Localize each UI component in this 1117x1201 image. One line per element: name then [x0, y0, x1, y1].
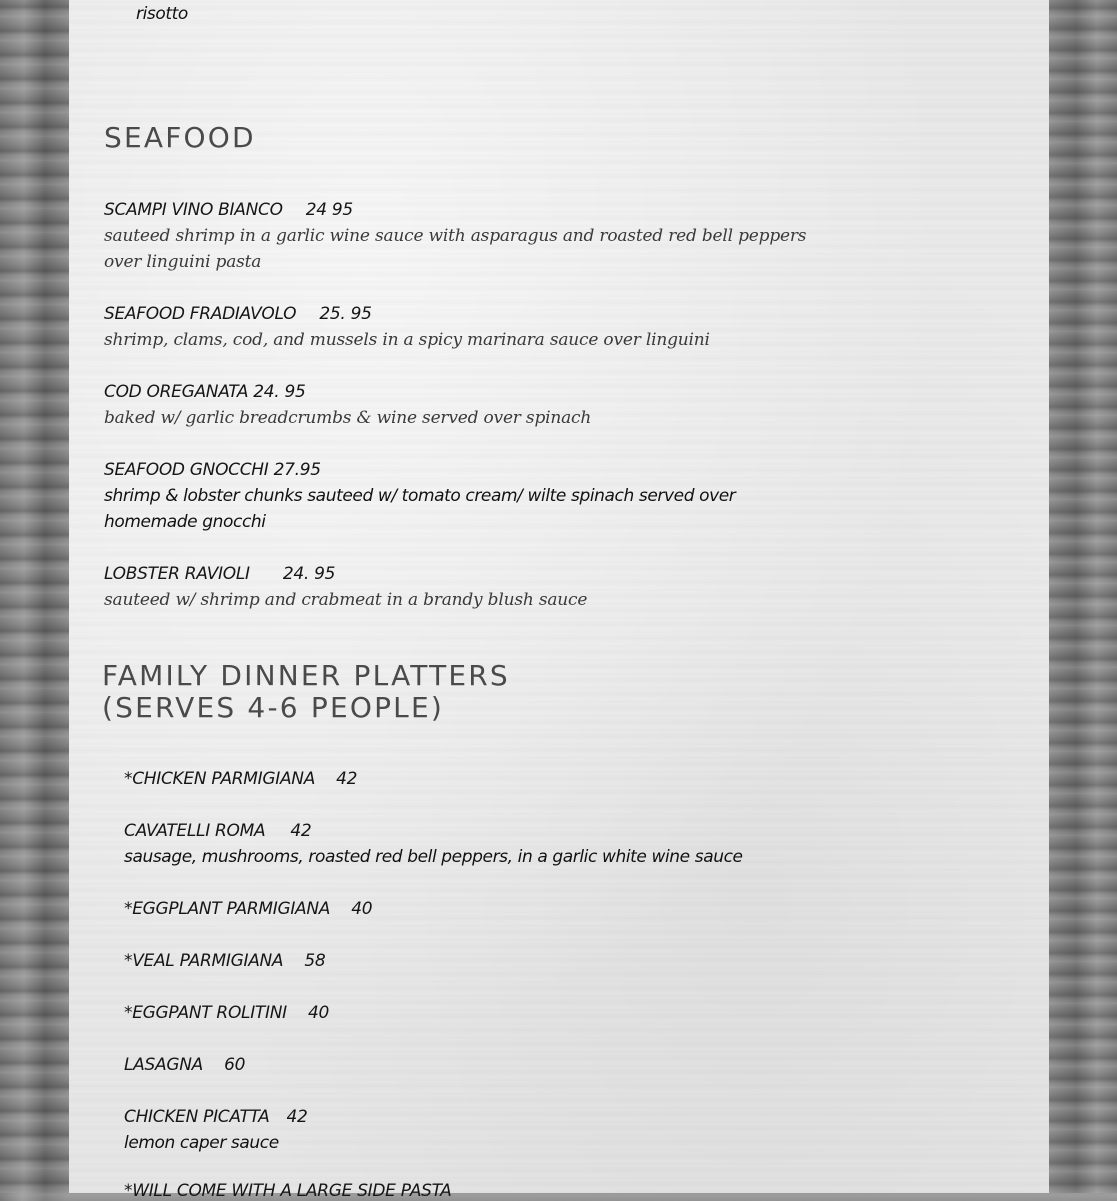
item-name-fradiavolo: SEAFOOD FRADIAVOLO	[104, 304, 297, 324]
menu-item-name	[104, 304, 372, 324]
menu-item-name	[104, 564, 335, 584]
wood-background-left	[0, 0, 69, 1193]
item-desc-fradiavolo: shrimp, clams, cod, and mussels in a spicy marinara sauce over linguini	[104, 330, 710, 350]
item-desc-chicken-picatta: lemon caper sauce	[124, 1133, 279, 1153]
item-price-chicken-parmigiana: 42	[336, 769, 358, 789]
item-price-cavatelli-roma: 42	[290, 821, 312, 841]
item-desc-seafood-gnocchi-line2: homemade gnocchi	[104, 512, 266, 532]
item-price-fradiavolo: 25. 95	[319, 304, 372, 324]
item-name-lasagna: LASAGNA	[124, 1055, 203, 1075]
item-desc-scampi-line1: sauteed shrimp in a garlic wine sauce with asparagus and roasted red bell peppers	[104, 226, 807, 246]
item-price-eggpant-rolitini: 40	[307, 1003, 329, 1023]
item-name-scampi: SCAMPI VINO BIANCO	[104, 200, 283, 220]
item-name-seafood-gnocchi: SEAFOOD GNOCCHI 27.95	[104, 460, 321, 480]
item-desc-cod-oreganata: baked w/ garlic breadcrumbs & wine served over spinach	[104, 408, 592, 428]
menu-item-name	[124, 1107, 308, 1127]
item-desc-seafood-gnocchi-line1: shrimp & lobster chunks sauteed w/ tomato cream/ wilte spinach served over	[104, 486, 736, 506]
menu-item-name	[124, 1055, 245, 1075]
item-name-cavatelli-roma: CAVATELLI ROMA	[124, 821, 266, 841]
item-name-eggpant-rolitini: *EGGPANT ROLITINI	[124, 1003, 287, 1023]
item-price-chicken-picatta: 42	[286, 1107, 308, 1127]
item-name-lobster-ravioli: LOBSTER RAVIOLI	[104, 564, 250, 584]
section-title-seafood: SEAFOOD	[104, 121, 256, 154]
menu-page	[69, 0, 1049, 1201]
family-footnote: *WILL COME WITH A LARGE SIDE PASTA	[124, 1181, 452, 1201]
section-title-family-line2: (SERVES 4-6 PEOPLE)	[102, 691, 444, 724]
item-price-lasagna: 60	[224, 1055, 246, 1075]
item-price-lobster-ravioli: 24. 95	[282, 564, 336, 584]
item-price-eggplant-parmigiana: 40	[351, 899, 373, 919]
menu-item-name	[124, 1003, 329, 1023]
item-name-cod-oreganata: COD OREGANATA 24. 95	[104, 382, 306, 402]
menu-item-name	[124, 899, 372, 919]
menu-item-name	[104, 200, 353, 220]
menu-item-name	[124, 821, 311, 841]
item-desc-scampi-line2: over linguini pasta	[104, 252, 262, 272]
top-fragment-text: risotto	[136, 4, 188, 24]
item-name-chicken-picatta: CHICKEN PICATTA	[124, 1107, 270, 1127]
menu-item-name	[124, 951, 325, 971]
item-name-veal-parmigiana: *VEAL PARMIGIANA	[124, 951, 284, 971]
wood-background-right	[1049, 0, 1117, 1193]
item-name-eggplant-parmigiana: *EGGPLANT PARMIGIANA	[124, 899, 331, 919]
item-desc-lobster-ravioli: sauteed w/ shrimp and crabmeat in a brandy blush sauce	[104, 590, 588, 610]
menu-item-name	[124, 769, 357, 789]
item-price-veal-parmigiana: 58	[304, 951, 326, 971]
item-name-chicken-parmigiana: *CHICKEN PARMIGIANA	[124, 769, 316, 789]
section-title-family-line1: FAMILY DINNER PLATTERS	[102, 659, 510, 692]
item-desc-cavatelli-roma: sausage, mushrooms, roasted red bell peppers, in a garlic white wine sauce	[124, 847, 743, 867]
item-price-scampi: 24 95	[305, 200, 353, 220]
